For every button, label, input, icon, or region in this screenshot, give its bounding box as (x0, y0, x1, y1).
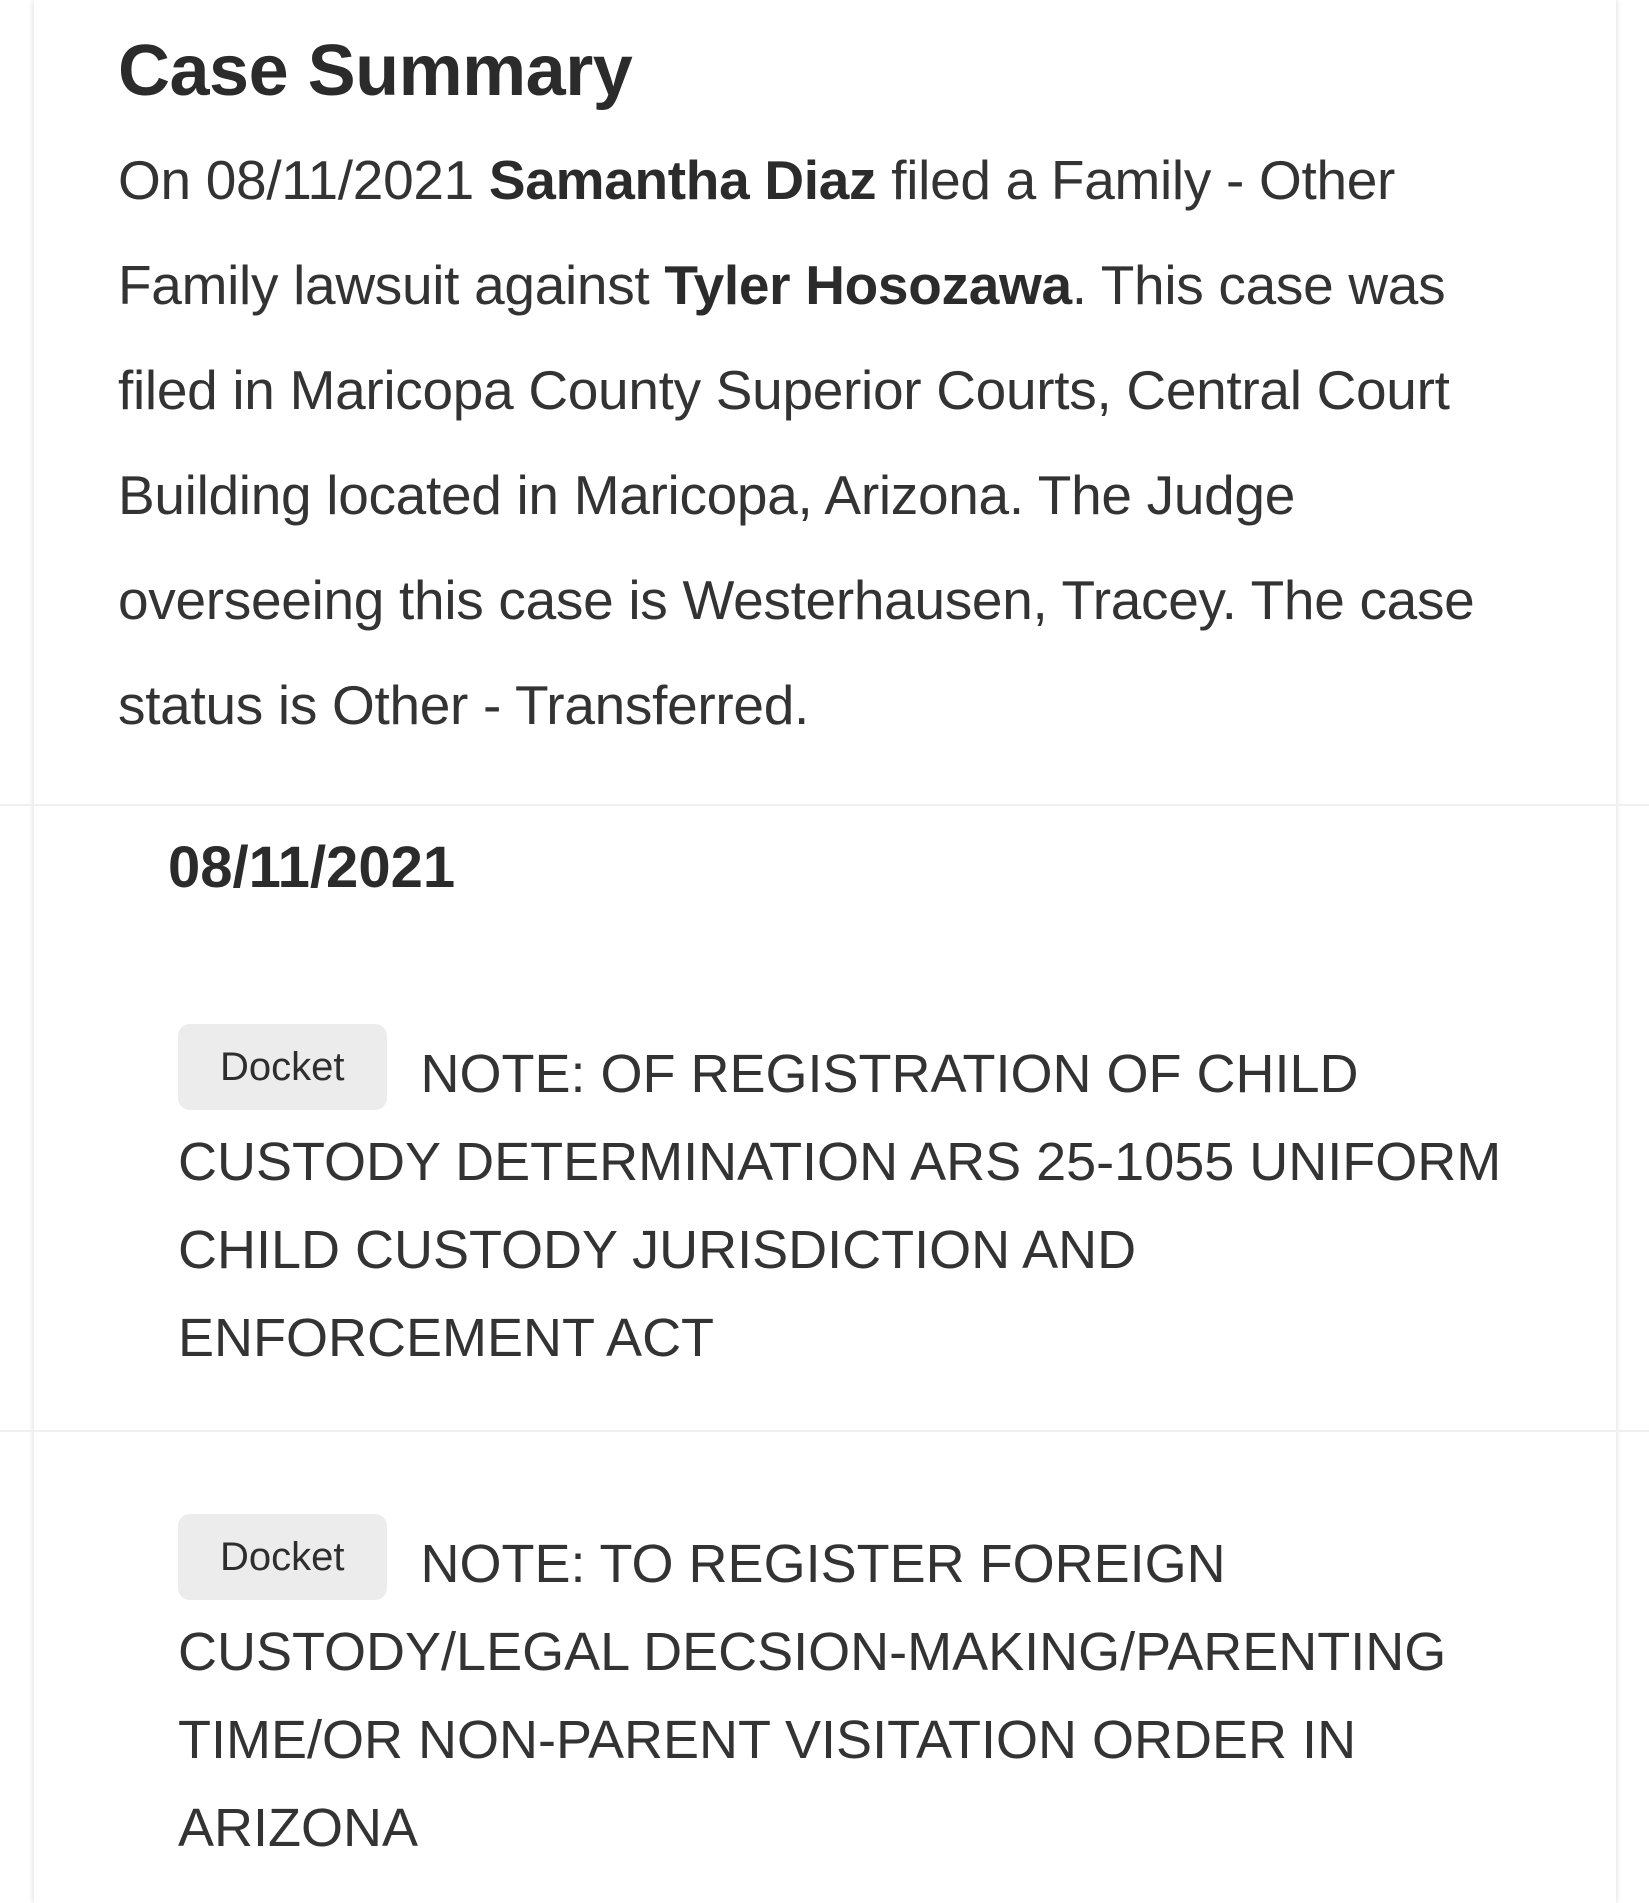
docket-date-heading: 08/11/2021 (168, 835, 456, 900)
summary-suffix: . This case was filed in Maricopa County Superior Courts, Central Court Building located in Maricopa, Arizona. The Judge overseeing this case is Westerhausen, Tracey. The case status is Other - Transferred. (118, 254, 1475, 736)
case-summary-title: Case Summary (118, 31, 633, 111)
docket-entry (178, 1030, 1548, 1382)
docket-entry (178, 1520, 1548, 1872)
case-summary-text (118, 128, 1532, 758)
docket-badge: Docket (178, 1514, 387, 1600)
entry-divider (0, 1430, 1649, 1432)
summary-middle: filed a Family - Other Family lawsuit against (118, 149, 1396, 316)
case-summary-section (34, 0, 1616, 772)
docket-entry-text: NOTE: OF REGISTRATION OF CHILD CUSTODY DETERMINATION ARS 25-1055 UNIFORM CHILD CUSTODY JURISDICTION AND ENFORCEMENT ACT (178, 1044, 1502, 1368)
section-divider (0, 804, 1649, 806)
case-card (34, 0, 1616, 1903)
summary-prefix: On 08/11/2021 (118, 149, 489, 211)
docket-badge: Docket (178, 1024, 387, 1110)
docket-entry-text: NOTE: TO REGISTER FOREIGN CUSTODY/LEGAL DECSION-MAKING/PARENTING TIME/OR NON-PARENT VISITATION ORDER IN ARIZONA (178, 1534, 1447, 1858)
defendant-name: Tyler Hosozawa (664, 254, 1072, 316)
plaintiff-name: Samantha Diaz (488, 149, 877, 211)
